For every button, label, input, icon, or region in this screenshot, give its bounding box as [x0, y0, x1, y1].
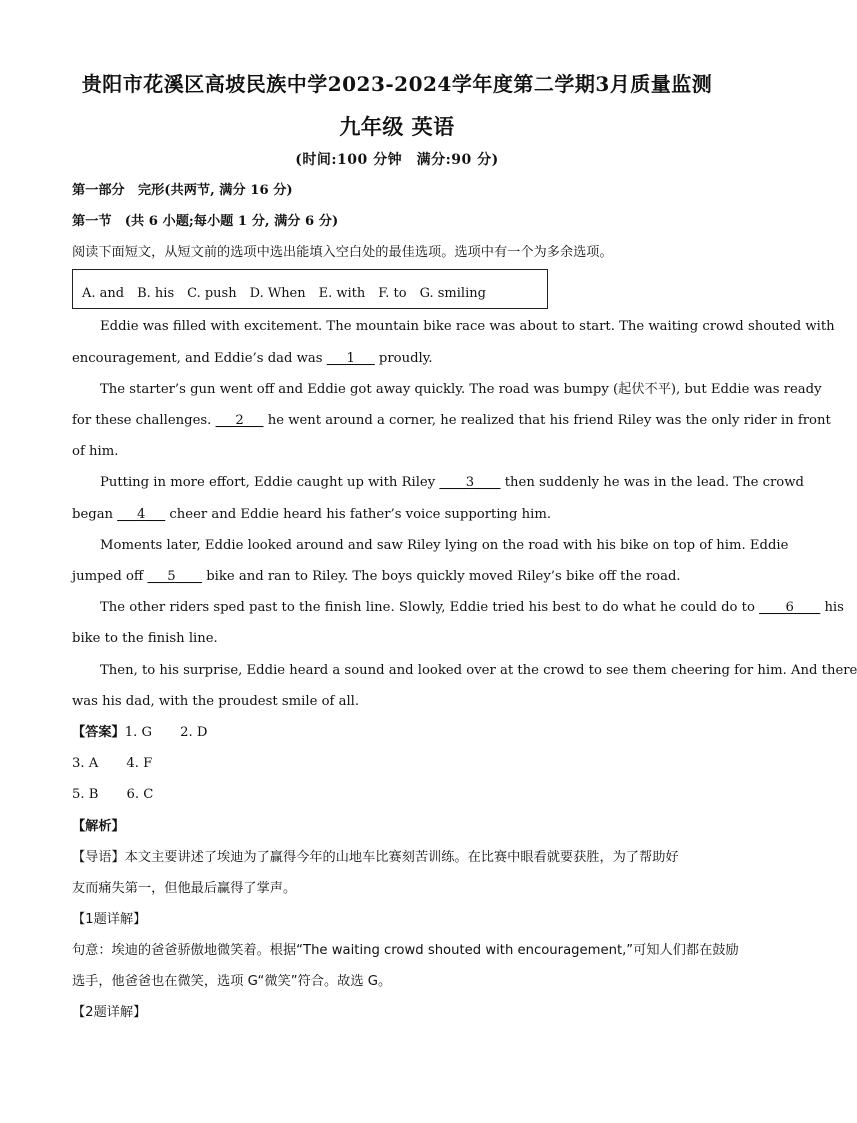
- options-list: A. and B. his C. push D. When E. with F. to G. smiling: [82, 286, 486, 301]
- passage-line: for these challenges. ___2___ he went around a corner, he realized that his friend Riley was the only rider in front: [72, 413, 831, 428]
- blank-3: ____3____: [439, 475, 501, 490]
- passage-line: Then, to his surprise, Eddie heard a sound and looked over at the crowd to see them cheering for him. And there: [100, 663, 857, 678]
- options-box: [72, 269, 548, 309]
- blank-1: ___1___: [326, 351, 375, 366]
- passage-line: The starter’s gun went off and Eddie got away quickly. The road was bumpy (起伏不平), but Eddie was ready: [100, 382, 822, 397]
- answers-row: 5. B 6. C: [72, 787, 154, 802]
- blank-2: ___2___: [215, 413, 264, 428]
- q2-label: 【2题详解】: [72, 1005, 147, 1020]
- instructions: 阅读下面短文，从短文前的选项中选出能填入空白处的最佳选项。选项中有一个为多余选项。: [72, 245, 613, 260]
- intro-label: 【导语】: [72, 850, 125, 865]
- passage-line: encouragement, and Eddie’s dad was ___1___ proudly.: [72, 351, 433, 366]
- blank-5: ___5____: [147, 569, 203, 584]
- intro-line: 友而痛失第一，但他最后赢得了掌声。: [72, 881, 297, 896]
- blank-4: ___4___: [117, 507, 166, 522]
- section-heading: 第一节 (共 6 小题;每小题 1 分, 满分 6 分): [72, 214, 339, 229]
- passage-line: bike to the finish line.: [72, 631, 218, 646]
- passage-line: Putting in more effort, Eddie caught up with Riley ____3____ then suddenly he was in the lead. The crowd: [100, 475, 804, 490]
- exam-info: (时间:100 分钟 满分:90 分): [295, 152, 499, 168]
- passage-line: began ___4___ cheer and Eddie heard his father’s voice supporting him.: [72, 507, 552, 522]
- analysis-label: 【解析】: [72, 819, 125, 834]
- exam-title: 贵阳市花溪区高坡民族中学2023-2024学年度第二学期3月质量监测: [81, 72, 713, 96]
- intro-line: 【导语】本文主要讲述了埃迪为了赢得今年的山地车比赛刻苦训练。在比赛中眼看就要获胜，为了帮助好: [72, 850, 679, 865]
- blank-6: ____6____: [759, 600, 821, 615]
- part-heading: 第一部分 完形(共两节, 满分 16 分): [72, 183, 293, 198]
- q1-detail: 句意：埃迪的爸爸骄傲地微笑着。根据“The waiting crowd shouted with encouragement,”可知人们都在鼓励: [72, 943, 739, 958]
- passage-line: was his dad, with the proudest smile of all.: [72, 694, 360, 709]
- passage-line: The other riders sped past to the finish line. Slowly, Eddie tried his best to do what he could do to ____6____ his: [100, 600, 844, 615]
- answers-row: 【答案】1. G 2. D: [72, 725, 208, 740]
- passage-line: jumped off ___5____ bike and ran to Riley. The boys quickly moved Riley’s bike off the road.: [72, 569, 681, 584]
- passage-line: Moments later, Eddie looked around and saw Riley lying on the road with his bike on top of him. Eddie: [100, 538, 789, 553]
- answer-label: 【答案】: [72, 725, 125, 740]
- exam-subtitle: 九年级 英语: [339, 114, 455, 139]
- passage-line: Eddie was filled with excitement. The mountain bike race was about to start. The waiting crowd shouted with: [100, 319, 835, 334]
- q1-detail: 选手，他爸爸也在微笑，选项 G“微笑”符合。故选 G。: [72, 974, 392, 989]
- answers-row: 3. A 4. F: [72, 756, 153, 771]
- passage-line: of him.: [72, 444, 119, 459]
- q1-label: 【1题详解】: [72, 912, 147, 927]
